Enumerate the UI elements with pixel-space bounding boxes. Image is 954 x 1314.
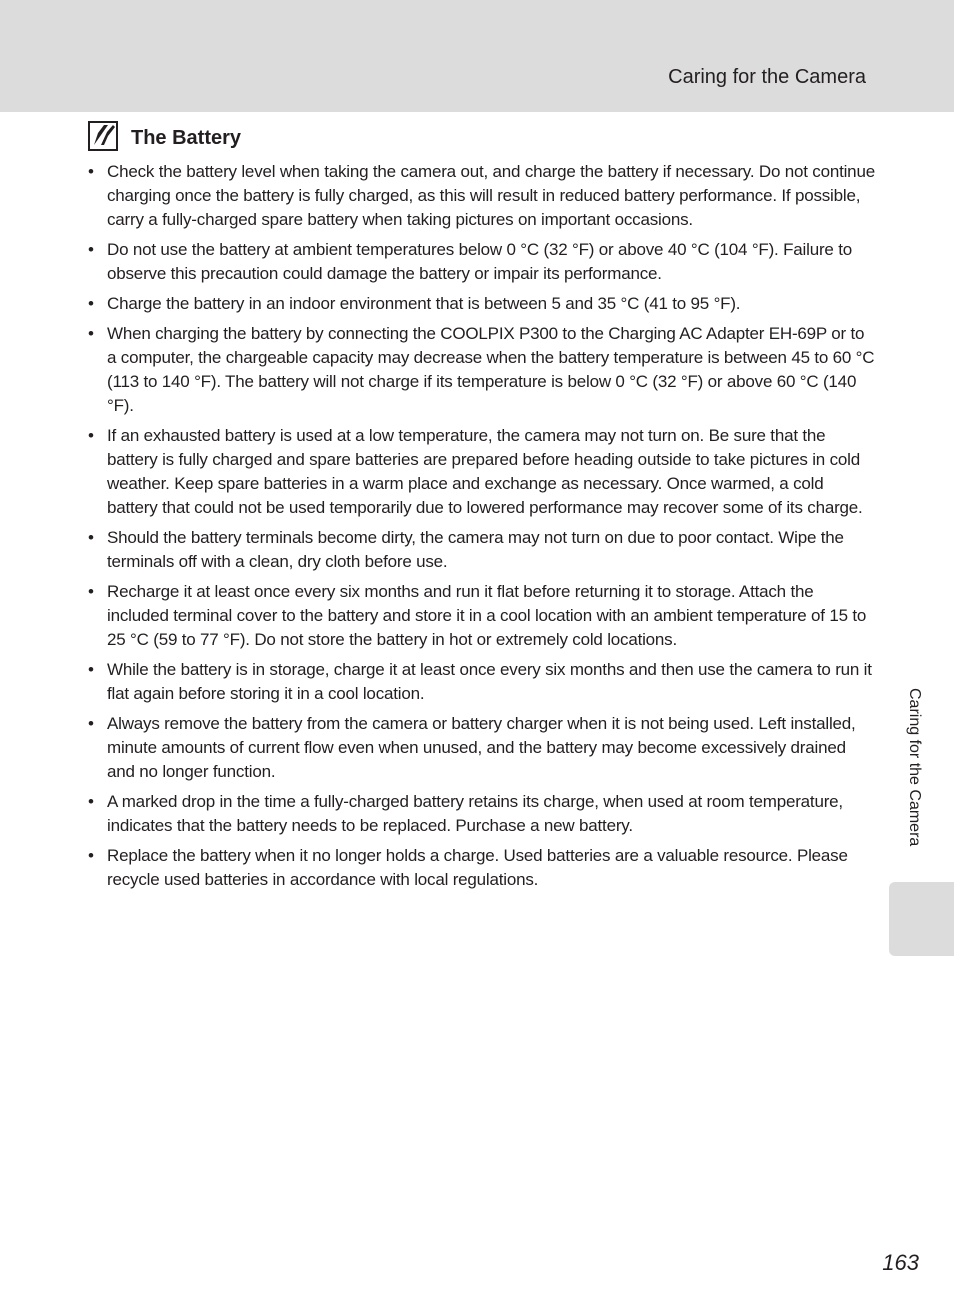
list-item-text: If an exhausted battery is used at a low temperature, the camera may not turn on. Be sure that the battery is fully charged and spare batteries are prepared before heading outside to take pictures in cold weather. Keep spare batteries in a warm place and exchange as necessary. Once warmed, a cold battery that could not be used temporarily due to lowered performance may recover some of its charge. xyxy=(107,426,863,517)
list-item xyxy=(88,292,878,316)
list-item-text: Always remove the battery from the camera or battery charger when it is not being used. Left installed, minute amounts of current flow even when unused, and the battery may become excessively drained and no longer function. xyxy=(107,714,856,781)
bullet-icon: • xyxy=(88,240,94,259)
bullet-icon: • xyxy=(88,792,94,811)
bullet-icon: • xyxy=(88,660,94,679)
list-item xyxy=(88,424,878,520)
list-item xyxy=(88,160,878,232)
list-item-text: Check the battery level when taking the camera out, and charge the battery if necessary. Do not continue charging once the battery is fully charged, as this will result in reduced battery performance. If possible, carry a fully-charged spare battery when taking pictures on important occasions. xyxy=(107,162,875,229)
list-item-text: Replace the battery when it no longer holds a charge. Used batteries are a valuable resource. Please recycle used batteries in accordance with local regulations. xyxy=(107,846,848,889)
list-item-text: Recharge it at least once every six months and run it flat before returning it to storage. Attach the included terminal cover to the battery and store it in a cool location with an ambient temperature of 15 to 25 °C (59 to 77 °F). Do not store the battery in hot or extremely cold locations. xyxy=(107,582,867,649)
section-heading xyxy=(88,121,241,151)
list-item xyxy=(88,712,878,784)
bullet-icon: • xyxy=(88,324,94,343)
list-item xyxy=(88,790,878,838)
list-item xyxy=(88,580,878,652)
bullet-icon: • xyxy=(88,294,94,313)
list-item xyxy=(88,658,878,706)
list-item-text: A marked drop in the time a fully-charged battery retains its charge, when used at room temperature, indicates that the battery needs to be replaced. Purchase a new battery. xyxy=(107,792,843,835)
list-item xyxy=(88,238,878,286)
list-item-text: Should the battery terminals become dirty, the camera may not turn on due to poor contact. Wipe the terminals off with a clean, dry cloth before use. xyxy=(107,528,844,571)
bullet-icon: • xyxy=(88,162,94,181)
bullet-icon: • xyxy=(88,714,94,733)
list-item xyxy=(88,844,878,892)
list-item-text: Do not use the battery at ambient temperatures below 0 °C (32 °F) or above 40 °C (104 °F). Failure to observe this precaution could damage the battery or impair its performance. xyxy=(107,240,852,283)
bullet-icon: • xyxy=(88,582,94,601)
bullet-icon: • xyxy=(88,846,94,865)
bullet-list xyxy=(88,160,878,898)
list-item-text: Charge the battery in an indoor environment that is between 5 and 35 °C (41 to 95 °F). xyxy=(107,294,741,313)
side-tab-label: Caring for the Camera xyxy=(906,688,923,847)
bullet-icon: • xyxy=(88,426,94,445)
list-item xyxy=(88,322,878,418)
check-note-icon xyxy=(88,121,118,151)
header-title: Caring for the Camera xyxy=(668,66,866,88)
side-tab xyxy=(889,882,954,956)
list-item-text: While the battery is in storage, charge it at least once every six months and then use the camera to run it flat again before storing it in a cool location. xyxy=(107,660,872,703)
list-item-text: When charging the battery by connecting the COOLPIX P300 to the Charging AC Adapter EH-69P or to a computer, the chargeable capacity may decrease when the battery temperature is between 45 to 60 °C (113 to 140 °F). The battery will not charge if its temperature is below 0 °C (32 °F) or above 60 °C (140 °F). xyxy=(107,324,875,415)
page-number: 163 xyxy=(882,1250,919,1275)
list-item xyxy=(88,526,878,574)
header-band xyxy=(0,0,954,112)
bullet-icon: • xyxy=(88,528,94,547)
section-title: The Battery xyxy=(131,126,242,149)
